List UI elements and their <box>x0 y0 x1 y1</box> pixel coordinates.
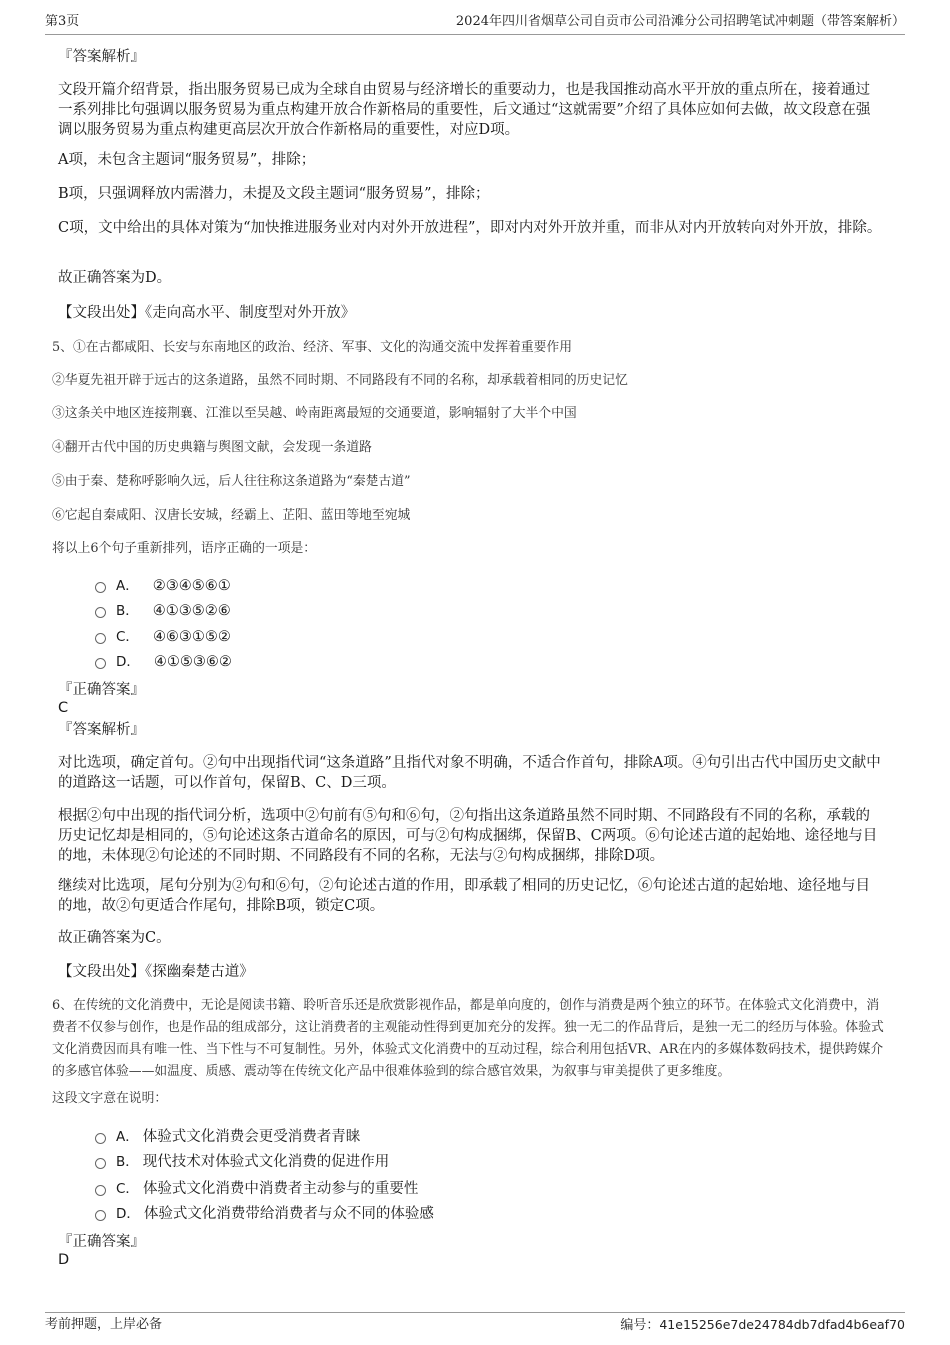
analysis-paragraph: 文段开篇介绍背景，指出服务贸易已成为全球自由贸易与经济增长的重要动力，也是我国推动高水平开放的重点所在，接着通过一系列排比句强调以服务贸易为重点构建开放合作新格局的重要性，后文通过“这就需要”介绍了具体应如何去做，故文段意在强调以服务贸易为重点构建更高层次开放合作新格局的重要性，对应D项。 <box>58 82 871 138</box>
analysis-paragraph: C项，文中给出的具体对策为“加快推进服务业对内对外开放进程”，即对内对外开放并重，而非从对内开放转向对外开放，排除。 <box>58 220 882 236</box>
analysis-conclusion: 故正确答案为C。 <box>58 930 171 946</box>
answer-label: 『正确答案』 <box>58 682 145 698</box>
page-number: 第3页 <box>45 14 80 29</box>
document-code: 编号：41e15256e7de24784db7dfad4b6eaf70 <box>620 1317 905 1333</box>
radio-icon[interactable] <box>95 582 106 593</box>
analysis-conclusion: 故正确答案为D。 <box>58 270 172 286</box>
option-c[interactable]: C． 体验式文化消费中消费者主动参与的重要性 <box>95 1179 418 1199</box>
question-sentence: ⑤由于秦、楚称呼影响久远，后人往往称这条道路为“秦楚古道” <box>52 474 411 489</box>
radio-icon[interactable] <box>95 1210 106 1221</box>
answer-label: 『正确答案』 <box>58 1234 145 1250</box>
analysis-paragraph: 根据②句中出现的指代词分析，选项中②句前有⑤句和⑥句，②句指出这条道路虽然不同时期、不同路段有不同的名称，承载的历史记忆却是相同的，⑤句论述这条古道命名的原因，可与②句构成捆绑，保留B、C两项。⑥句论述古道的起始地、途径地与目的地，未体现②句论述的不同时期、不同路段有不同的名称，无法与②句构成捆绑，排除D项。 <box>58 808 878 864</box>
analysis-paragraph: A项，未包含主题词“服务贸易”，排除； <box>58 152 316 168</box>
page-footer <box>45 1312 905 1337</box>
analysis-paragraph: B项，只强调释放内需潜力，未提及文段主题词“服务贸易”，排除； <box>58 186 490 202</box>
analysis-label: 『答案解析』 <box>58 49 145 65</box>
question-sentence: ⑥它起自秦咸阳、汉唐长安城，经霸上、芷阳、蓝田等地至宛城 <box>52 508 411 523</box>
radio-icon[interactable] <box>95 1133 106 1144</box>
answer-value: C <box>58 700 69 716</box>
radio-icon[interactable] <box>95 1185 106 1196</box>
option-b[interactable]: B． ④①③⑤②⑥ <box>95 601 231 621</box>
analysis-paragraph: 对比选项，确定首句。②句中出现指代词“这条道路”且指代对象不明确，不适合作首句，排除A项。④句引出古代中国历史文献中的道路这一话题，可以作首句，保留B、C、D三项。 <box>58 755 881 791</box>
analysis-paragraph: 继续对比选项，尾句分别为②句和⑥句，②句论述古道的作用，即承载了相同的历史记忆，⑥句论述古道的起始地、途径地与目的地，故②句更适合作尾句，排除B项，锁定C项。 <box>58 878 870 914</box>
option-a[interactable]: A． ②③④⑤⑥① <box>95 576 231 596</box>
page-header <box>45 12 905 35</box>
question-sentence: 5、①在古都咸阳、长安与东南地区的政治、经济、军事、文化的沟通交流中发挥着重要作用 <box>52 340 573 355</box>
footer-slogan: 考前押题，上岸必备 <box>45 1317 163 1332</box>
radio-icon[interactable] <box>95 607 106 618</box>
option-d[interactable]: D． 体验式文化消费带给消费者与众不同的体验感 <box>95 1204 434 1224</box>
source-citation: 【文段出处】《探幽秦楚古道》 <box>58 964 254 980</box>
question-sentence: ②华夏先祖开辟于远古的这条道路，虽然不同时期、不同路段有不同的名称，却承载着相同的历史记忆 <box>52 373 628 388</box>
source-citation: 【文段出处】《走向高水平、制度型对外开放》 <box>58 305 356 321</box>
option-c[interactable]: C． ④⑥③①⑤② <box>95 627 231 647</box>
radio-icon[interactable] <box>95 633 106 644</box>
question-sentence: ④翻开古代中国的历史典籍与舆图文献，会发现一条道路 <box>52 440 372 455</box>
question-stem: 这段文字意在说明： <box>52 1091 168 1106</box>
option-d[interactable]: D． ④①⑤③⑥② <box>95 652 232 672</box>
question-stem: 将以上6个句子重新排列，语序正确的一项是： <box>52 541 317 556</box>
document-title: 2024年四川省烟草公司自贡市公司沿滩分公司招聘笔试冲刺题（带答案解析） <box>455 14 905 29</box>
question-passage: 6、在传统的文化消费中，无论是阅读书籍、聆听音乐还是欣赏影视作品，都是单向度的，创作与消费是两个独立的环节。在体验式文化消费中，消费者不仅参与创作，也是作品的组成部分，这让消费者的主观能动性得到更加充分的发挥。独一无二的作品背后，是独一无二的经历与体验。体验式文化消费因而具有唯一性、当下性与不可复制性。另外，体验式文化消费中的互动过程，综合利用包括VR、AR在内的多媒体数码技术，提供跨媒介的多感官体验——如温度、质感、震动等在传统文化产品中很难体验到的综合感官效果，为叙事与审美提供了更多维度。 <box>52 998 884 1079</box>
answer-value: D <box>58 1252 70 1268</box>
radio-icon[interactable] <box>95 658 106 669</box>
option-a[interactable]: A． 体验式文化消费会更受消费者青睐 <box>95 1127 360 1147</box>
analysis-label: 『答案解析』 <box>58 722 145 738</box>
option-b[interactable]: B． 现代技术对体验式文化消费的促进作用 <box>95 1152 389 1172</box>
question-sentence: ③这条关中地区连接荆襄、江淮以至吴越、岭南距离最短的交通要道，影响辐射了大半个中国 <box>52 406 577 421</box>
radio-icon[interactable] <box>95 1158 106 1169</box>
